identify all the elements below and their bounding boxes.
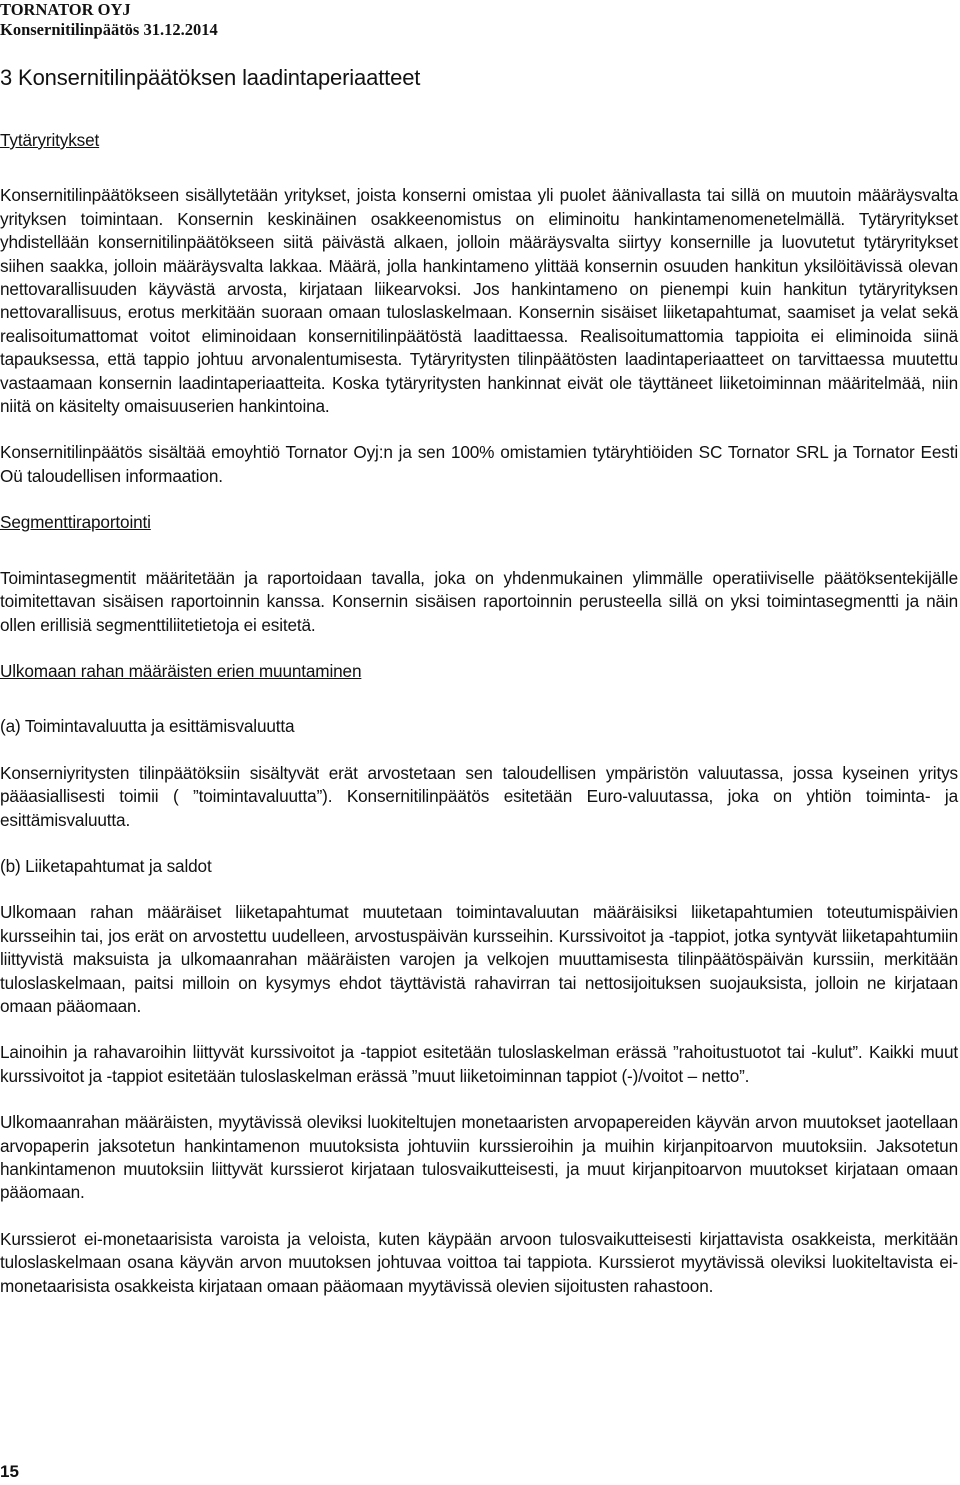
fx-paragraph-b2: Lainoihin ja rahavaroihin liittyvät kurssivoitot ja -tappiot esitetään tuloslaskelman erässä ”rahoitustuotot tai -kulut”. Kaikki muut kurssivoitot ja -tappiot esitetään tuloslaskelman erässä ”muut liiketoiminnan tappiot (-)/voitot – netto”. <box>0 1042 958 1086</box>
fx-subheading-a: (a) Toimintavaluutta ja esittämisvaluutta <box>0 716 295 737</box>
subsidiaries-scope-paragraph: Konsernitilinpäätös sisältää emoyhtiö Tornator Oyj:n ja sen 100% omistamien tytäryhtiöiden SC Tornator SRL ja Tornator Eesti Oü taloudellisen informaation. <box>0 442 958 486</box>
segments-heading: Segmenttiraportointi <box>0 512 151 533</box>
subsidiaries-paragraph: Konsernitilinpäätökseen sisällytetään yritykset, joista konserni omistaa yli puolet äänivallasta tai sillä on muutoin määräysvalta yrityksen toimintaan. Konsernin keskinäinen osakkeenomistus on eliminoitu hankintamenomenetelmällä. Tytäryritykset yhdistellään konsernitilinpäätökseen siitä päivästä alkaen, jolloin määräysvalta siirtyy konsernille ja luovutetut tytäryritykset siihen saakka, jolloin määräysvalta lakkaa. Määrä, jolla hankintameno ylittää konsernin osuuden hankitun yksilöitävissä olevan nettovarallisuuden käyvästä arvosta, kirjataan liikearvoksi. Jos hankintameno on pienempi kuin hankitun tytäryrityksen nettovarallisuus, erotus merkitään suoraan omaan tuloslaskelmaan. Konsernin sisäiset liiketapahtumat, saamiset ja velat sekä realisoitumattomat voitot eliminoidaan konsernitilinpäätöstä laadittaessa. Realisoitumattomia tappioita ei eliminoida siinä tapauksessa, että tappio johtuu arvonalentumisesta. Tytäryritysten tilinpäätösten laadintaperiaatteet on tarvittaessa muutettu vastaamaan konsernin laadintaperiaatteita. Koska tytäryritysten hankinnat eivät ole täyttäneet liiketoiminnan määritelmää, niin niitä on käsitelty omaisuuserien hankintoina. <box>0 185 958 417</box>
page-number: 15 <box>0 1462 19 1481</box>
fx-paragraph-a: Konserniyritysten tilinpäätöksiin sisältyvät erät arvostetaan sen taloudellisen ympäristön valuutassa, jossa kyseinen yritys pääasiallisesti toimii ( ”toimintavaluutta”). Konsernitilinpäätös esitetään Euro-valuutassa, joka on yhtiön toiminta- ja esittämisvaluutta. <box>0 762 958 830</box>
segments-paragraph: Toimintasegmentit määritetään ja raportoidaan tavalla, joka on yhdenmukainen ylimmälle operatiiviselle päätöksentekijälle toimitettavan sisäisen raportoinnin kanssa. Konsernin sisäisen raportoinnin perusteella sillä on yksi toimintasegmentti ja näin ollen erillisiä segmenttiliitetietoja ei esitetä. <box>0 567 958 635</box>
subsidiaries-heading: Tytäryritykset <box>0 130 100 150</box>
fx-paragraph-b1: Ulkomaan rahan määräiset liiketapahtumat muutetaan toimintavaluutan määräisiksi liiketapahtumien toteutumispäivien kursseihin tai, jos erät on arvostettu uudelleen, arvostuspäivän kursseihin. Kurssivoitot ja -tappiot, jotka syntyvät liiketapahtumiin liittyvistä maksuista ja ulkomaanrahan määräisten varojen ja velkojen muuttamisesta tilinpäätöspäivän kurssiin, merkitään tuloslaskelmaan, paitsi milloin on kysymys ehdot täyttävistä rahavirran tai nettosijoituksen suojauksista, jolloin ne kirjataan omaan pääomaan. <box>0 902 958 1016</box>
fx-paragraph-b4: Kurssierot ei-monetaarisista varoista ja veloista, kuten käypään arvoon tulosvaikutteisesti kirjattavista osakkeista, merkitään tuloslaskelmaan osana käyvän arvon muutoksen johtuvaa voittoa tai tappiota. Kurssierot myytävissä oleviksi luokiteltavista ei-monetaarisista osakkeista kirjataan omaan pääomaan myytävissä olevien sijoitusten rahastoon. <box>0 1228 958 1296</box>
document-body <box>0 64 958 1321</box>
fx-subheading-b: (b) Liiketapahtumat ja saldot <box>0 855 212 876</box>
report-title: Konsernitilinpäätös 31.12.2014 <box>0 20 218 39</box>
company-name: TORNATOR OYJ <box>0 0 131 19</box>
fx-paragraph-b3: Ulkomaanrahan määräisten, myytävissä oleviksi luokiteltujen monetaaristen arvopapereiden käyvän arvon muutokset jaotellaan arvopaperin jaksotetun hankintamenon muutoksista johtuviin kurssieroihin ja muihin kirjanpitoarvon muutoksiin. Jaksotetun hankintamenon muutoksiin liittyvät kurssierot kirjataan tulosvaikutteisesti, ja muut kirjanpitoarvon muutokset kirjataan omaan pääomaan. <box>0 1112 958 1203</box>
page-header <box>0 0 218 40</box>
fx-heading: Ulkomaan rahan määräisten erien muuntaminen <box>0 660 362 681</box>
section-title: 3 Konsernitilinpäätöksen laadintaperiaatteet <box>0 65 421 90</box>
